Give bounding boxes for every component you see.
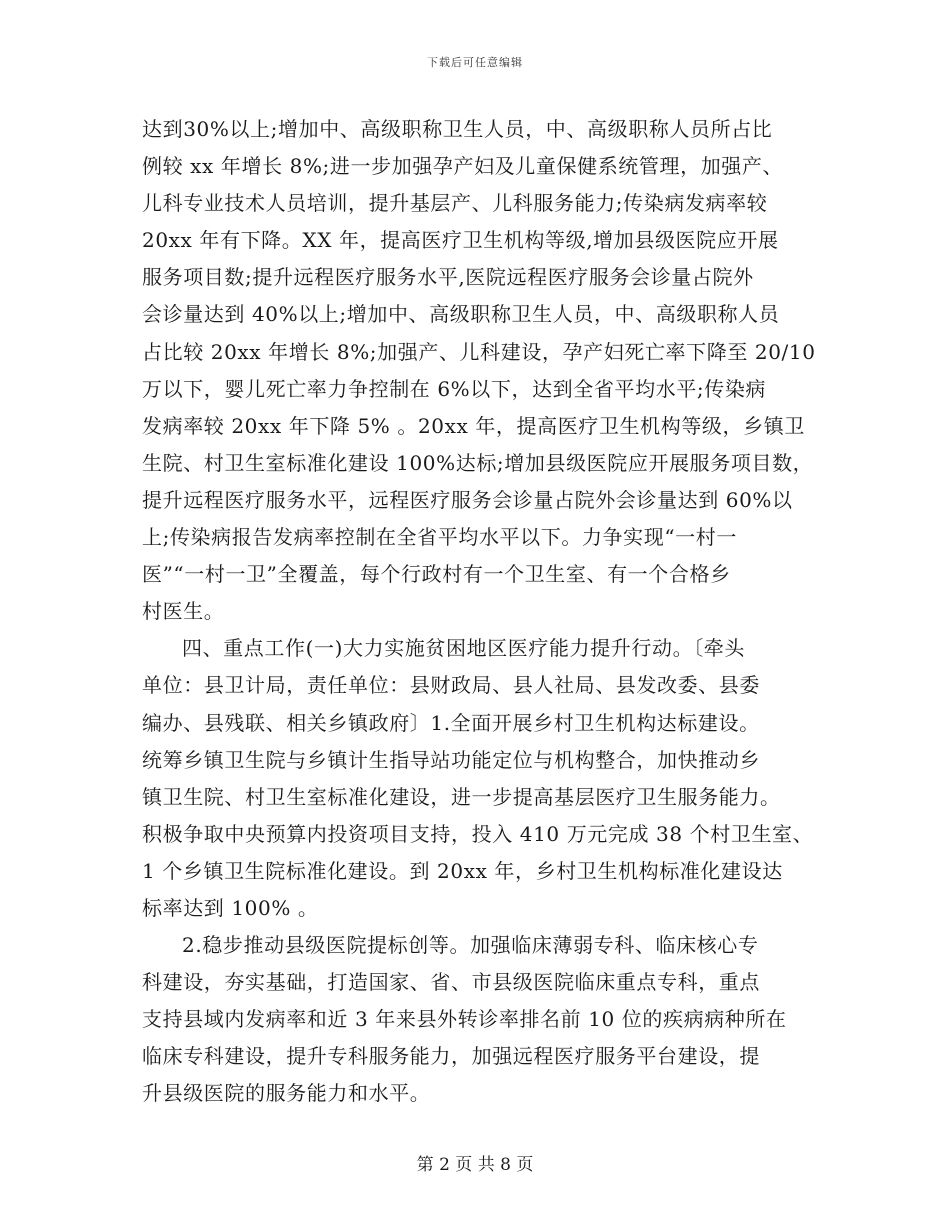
section-heading-line: 四、重点工作(一)大力实施贫困地区医疗能力提升行动。〔牵头: [182, 636, 746, 661]
body-line: 例较 xx 年增长 8%;进一步加强孕产妇及儿童保健系统管理，加强产、: [142, 154, 784, 179]
body-line: 镇卫生院、村卫生室标准化建设，进一步提高基层医疗卫生服务能力。: [142, 784, 781, 809]
body-line: 上;传染病报告发病率控制在全省平均水平以下。力争实现“一村一: [142, 525, 737, 550]
body-line: 编办、县残联、相关乡镇政府〕1.全面开展乡村卫生机构达标建设。: [142, 710, 760, 735]
body-line: 万以下，婴儿死亡率力争控制在 6%以下，达到全省平均水平;传染病: [142, 376, 767, 401]
body-line: 1 个乡镇卫生院标准化建设。到 20xx 年，乡村卫生机构标准化建设达: [142, 858, 783, 883]
body-line: 儿科专业技术人员培训，提升基层产、儿科服务能力;传染病发病率较: [142, 191, 768, 216]
body-line: 占比较 20xx 年增长 8%;加强产、儿科建设，孕产妇死亡率下降至 20/10: [142, 339, 816, 364]
body-line: 生院、村卫生室标准化建设 100%达标;增加县级医院应开展服务项目数，: [142, 450, 814, 475]
paragraph-start-line: 2.稳步推动县级医院提标创等。加强临床薄弱专科、临床核心专: [182, 933, 759, 958]
body-line: 20xx 年有下降。XX 年，提高医疗卫生机构等级,增加县级医院应开展: [142, 228, 779, 253]
body-line: 升县级医院的服务能力和水平。: [142, 1081, 431, 1106]
body-line: 标率达到 100% 。: [142, 895, 319, 920]
body-line: 单位：县卫计局，责任单位：县财政局、县人社局、县发改委、县委: [142, 673, 760, 698]
page-header: 下载后可任意编辑: [427, 56, 523, 69]
body-line: 达到30%以上;增加中、高级职称卫生人员，中、高级职称人员所占比: [142, 117, 773, 141]
body-line: 支持县域内发病率和近 3 年来县外转诊率排名前 10 位的疾病病种所在: [142, 1007, 787, 1032]
body-line: 医”“一村一卫”全覆盖，每个行政村有一个卫生室、有一个合格乡: [142, 562, 731, 587]
page-number: 第 2 页 共 8 页: [416, 1155, 534, 1175]
document-body: [142, 111, 822, 1113]
body-line: 会诊量达到 40%以上;增加中、高级职称卫生人员，中、高级职称人员: [142, 302, 780, 327]
body-line: 统筹乡镇卫生院与乡镇计生指导站功能定位与机构整合，加快推动乡: [142, 747, 760, 772]
body-line: 服务项目数;提升远程医疗服务水平,医院远程医疗服务会诊量占院外: [142, 265, 754, 290]
body-line: 村医生。: [142, 599, 225, 624]
body-line: 科建设，夯实基础，打造国家、省、市县级医院临床重点专科，重点: [142, 970, 760, 995]
body-line: 发病率较 20xx 年下降 5% 。20xx 年，提高医疗卫生机构等级，乡镇卫: [142, 413, 805, 438]
body-line: 临床专科建设，提升专科服务能力，加强远程医疗服务平台建设，提: [142, 1044, 760, 1069]
body-line: 提升远程医疗服务水平，远程医疗服务会诊量占院外会诊量达到 60%以: [142, 487, 793, 512]
body-line: 积极争取中央预算内投资项目支持，投入 410 万元完成 38 个村卫生室、: [142, 821, 814, 846]
